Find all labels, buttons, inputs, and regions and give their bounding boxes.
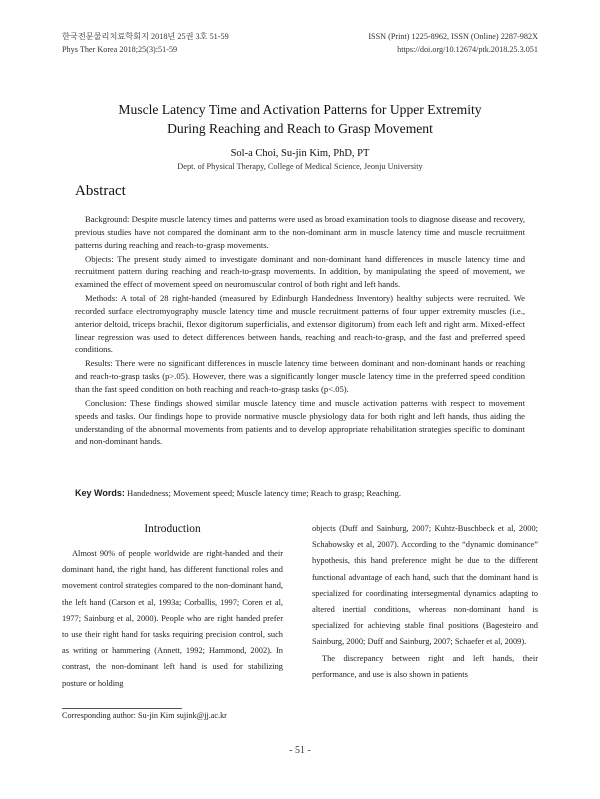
abstract-objects: Objects: The present study aimed to investigate dominant and non-dominant hand differences in muscle latency time and recruitment pattern during reaching and reach-to-grasp movements. In addition, by manipulating the speed of movement, we examined the effect of movement speed on neuromuscular control of both right and left hands. [75,253,525,290]
abstract-heading: Abstract [75,183,126,199]
keywords [75,488,535,498]
intro-paragraph-1: Almost 90% of people worldwide are right-handed and their dominant hand, the right hand, has different functional roles and movement control strategies compared to the non-dominant hand, the left hand (Carson et al, 1993a; Corballis, 1997; Coren et al, 1977; Sainburg et al, 2000). People who are right handed prefer to use their right hand for tasks requiring precision control, such as writing or hammering (Annett, 1992; Hammond, 2002). In contrast, the non-dominant left hand is used for stabilizing posture or holding [62,549,283,688]
keywords-label: Key Words: [75,488,125,498]
paper-title [40,100,560,138]
abstract-results: Results: There were no significant differences in muscle latency time between dominant and non-dominant hands or reaching and reach-to-grasp tasks (p>.05). However, there was a significantly longer muscle latency time in the preferred speed condition than the fast speed condition on both reaching and reach-to-grasp tasks (p<.05). [75,358,525,394]
abstract-body [75,213,525,449]
intro-left-column [62,546,283,692]
introduction-heading: Introduction [144,523,201,535]
page-number: - 51 - [289,745,311,756]
header-doi-link[interactable]: https://doi.org/10.12674/ptk.2018.25.3.051 [397,45,538,54]
keywords-list: Handedness; Movement speed; Muscle latency time; Reach to grasp; Reaching. [127,488,401,498]
journal-header [62,30,538,56]
corresponding-author-footnote: Corresponding author: Su-jin Kim sujink@jj.ac.kr [62,711,227,720]
affiliation: Dept. of Physical Therapy, College of Medical Science, Jeonju University [177,162,423,171]
title-line-2: During Reaching and Reach to Grasp Movement [167,121,433,136]
intro-paragraph-2: The discrepancy between right and left hands, their performance, and use is also shown in patients [312,653,538,679]
header-issn: ISSN (Print) 1225-8962, ISSN (Online) 2287-982X [368,32,538,41]
abstract-conclusion: Conclusion: These findings showed similar muscle latency time and muscle activation patterns with respect to movement speeds and tasks. Our findings hope to provide normative muscle physiology data for both right and left hands, thus aiding the understanding of the abnormal movements from patients and to develop appropriate rehabilitation strategies specific to dominant and non-dominant hands. [75,397,525,447]
intro-paragraph-continued: objects (Duff and Sainburg, 2007; Kuhtz-Buschbeck et al, 2000; Schabowsky et al, 2007). According to the “dynamic dominance” hypothesis, this hand preference might be due to the different functional advantage of each hand, such that the dominant hand is specialized for coordinating intersegmental dynamics adapting to altered inertial conditions, whereas non-dominant hand is specialized for achieving stable final positions (Bagesteiro and Sainburg, 2000; Duff and Sainburg, 2007; Schaefer et al, 2009). [312,524,538,647]
footnote-divider [62,708,182,709]
header-journal-citation: Phys Ther Korea 2018;25(3):51-59 [62,45,178,54]
header-journal-korean: 한국전문물리치료학회지 2018년 25권 3호 51-59 [62,32,229,41]
title-line-1: Muscle Latency Time and Activation Patterns for Upper Extremity [118,102,482,117]
author-list: Sol-a Choi, Su-jin Kim, PhD, PT [230,148,370,159]
intro-right-column [312,521,538,683]
abstract-background: Background: Despite muscle latency times and patterns were used as broad examination tools to diagnose disease and recovery, previous studies have not compared the dominant arm to the non-dominant arm in muscle latency time and muscle recruitment patterns during reaching and reach-to-grasp movements. [75,214,525,250]
abstract-methods: Methods: A total of 28 right-handed (measured by Edinburgh Handedness Inventory) healthy subjects were recruited. We recorded surface electromyography muscle latency time and muscle recruitment patterns of four upper extremity muscles (i.e., anterior deltoid, triceps brachii, flexor digitorum superficialis, and extensor digitorum) from each left and right arm. Mixed-effect linear regression was used to detect differences between hands, reaching and reach-to-grasp, and the fast and preferred speed conditions. [75,293,525,355]
